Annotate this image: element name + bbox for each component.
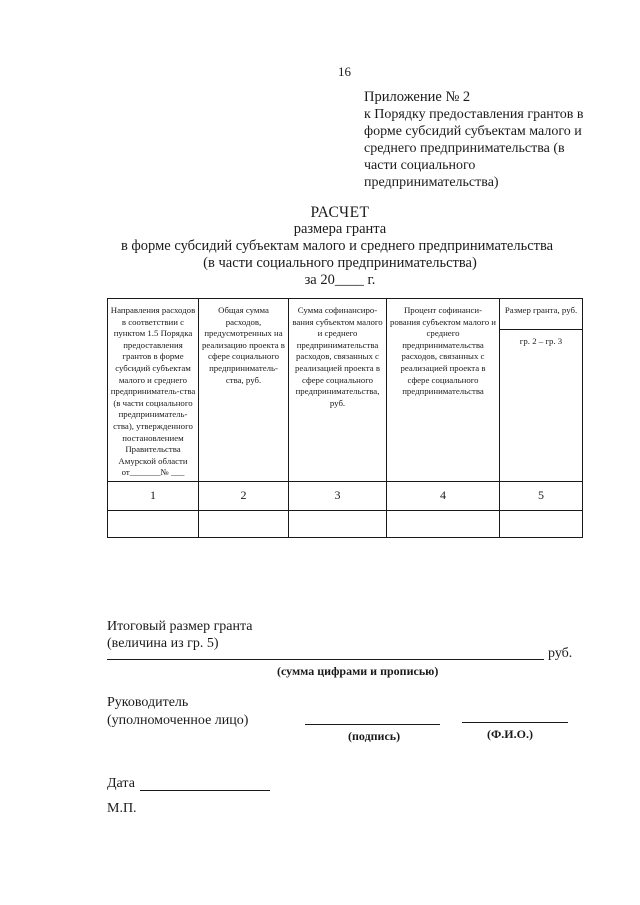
header-cell-cofinancing-sum: Сумма софинансиро-вания субъектом малого и среднего предпринимательства расходов, связанных с реализацией проекта в сфере социального предпринимательства, руб. bbox=[289, 299, 387, 482]
column-number: 2 bbox=[199, 481, 289, 510]
heading-line: (в части социального предпринимательства) bbox=[203, 255, 477, 271]
date-label: Дата bbox=[107, 776, 135, 791]
column-number: 4 bbox=[387, 481, 500, 510]
appendix-block bbox=[364, 89, 604, 191]
signature-line[interactable] bbox=[305, 724, 440, 725]
calculation-table bbox=[107, 298, 583, 538]
table-cell[interactable] bbox=[289, 510, 387, 537]
table-cell[interactable] bbox=[199, 510, 289, 537]
table-number-row bbox=[108, 481, 583, 510]
grant-size-formula: гр. 2 – гр. 3 bbox=[500, 329, 582, 348]
totals-label: Итоговый размер гранта bbox=[107, 619, 253, 634]
header-cell-total-expenses: Общая сумма расходов, предусмотренных на реализацию проекта в сфере социального предприниматель-ства, руб. bbox=[199, 299, 289, 482]
heading-line: размера гранта bbox=[293, 221, 387, 237]
column-number: 5 bbox=[500, 481, 583, 510]
appendix-line: предпринимательства) bbox=[364, 175, 499, 190]
page-number: 16 bbox=[338, 64, 351, 79]
grant-size-label: Размер гранта, руб. bbox=[504, 305, 578, 315]
name-caption: (Ф.И.О.) bbox=[487, 727, 533, 741]
table-data-row bbox=[108, 510, 583, 537]
heading-line: в форме субсидий субъектам малого и среднего предпринимательства bbox=[120, 238, 554, 254]
column-number: 1 bbox=[108, 481, 199, 510]
appendix-line: части социального bbox=[364, 158, 476, 173]
table-cell[interactable] bbox=[500, 510, 583, 537]
totals-sublabel: (величина из гр. 5) bbox=[107, 636, 219, 651]
signatory-label: Руководитель bbox=[107, 695, 189, 710]
total-amount-line[interactable] bbox=[107, 659, 544, 660]
header-cell-expense-directions: Направления расходов в соответствии с пунктом 1.5 Порядка предоставления грантов в форме субсидий субъектам малого и среднего предприниматель-ства (в части социального предприниматель-ства), утвержденного постановлением Правительства Амурской области от_______№ ___ bbox=[108, 299, 199, 482]
header-cell-cofinancing-percent: Процент софинанси-рования субъектом малого и среднего предпринимательства расходов, связанных с реализацией проекта в сфере социального предпринимательства bbox=[387, 299, 500, 482]
amount-caption: (сумма цифрами и прописью) bbox=[277, 664, 439, 678]
currency-label: руб. bbox=[548, 646, 573, 661]
table-header-row bbox=[108, 299, 583, 482]
document-heading bbox=[100, 204, 580, 289]
document-title: РАСЧЕТ bbox=[310, 204, 370, 221]
signature-caption: (подпись) bbox=[348, 729, 401, 743]
appendix-line: к Порядку предоставления грантов в bbox=[364, 107, 584, 122]
appendix-line: среднего предпринимательства (в bbox=[364, 141, 565, 156]
stamp-label: М.П. bbox=[107, 801, 137, 816]
appendix-title: Приложение № 2 bbox=[364, 89, 471, 105]
name-line[interactable] bbox=[462, 722, 568, 723]
totals-block bbox=[107, 618, 587, 652]
heading-year-line: за 20____ г. bbox=[304, 272, 376, 288]
header-cell-grant-size bbox=[500, 299, 583, 482]
date-line[interactable] bbox=[140, 790, 270, 791]
signatory-sublabel: (уполномоченное лицо) bbox=[107, 713, 249, 728]
table-cell[interactable] bbox=[108, 510, 199, 537]
column-number: 3 bbox=[289, 481, 387, 510]
appendix-line: форме субсидий субъектам малого и bbox=[364, 124, 582, 139]
table-cell[interactable] bbox=[387, 510, 500, 537]
